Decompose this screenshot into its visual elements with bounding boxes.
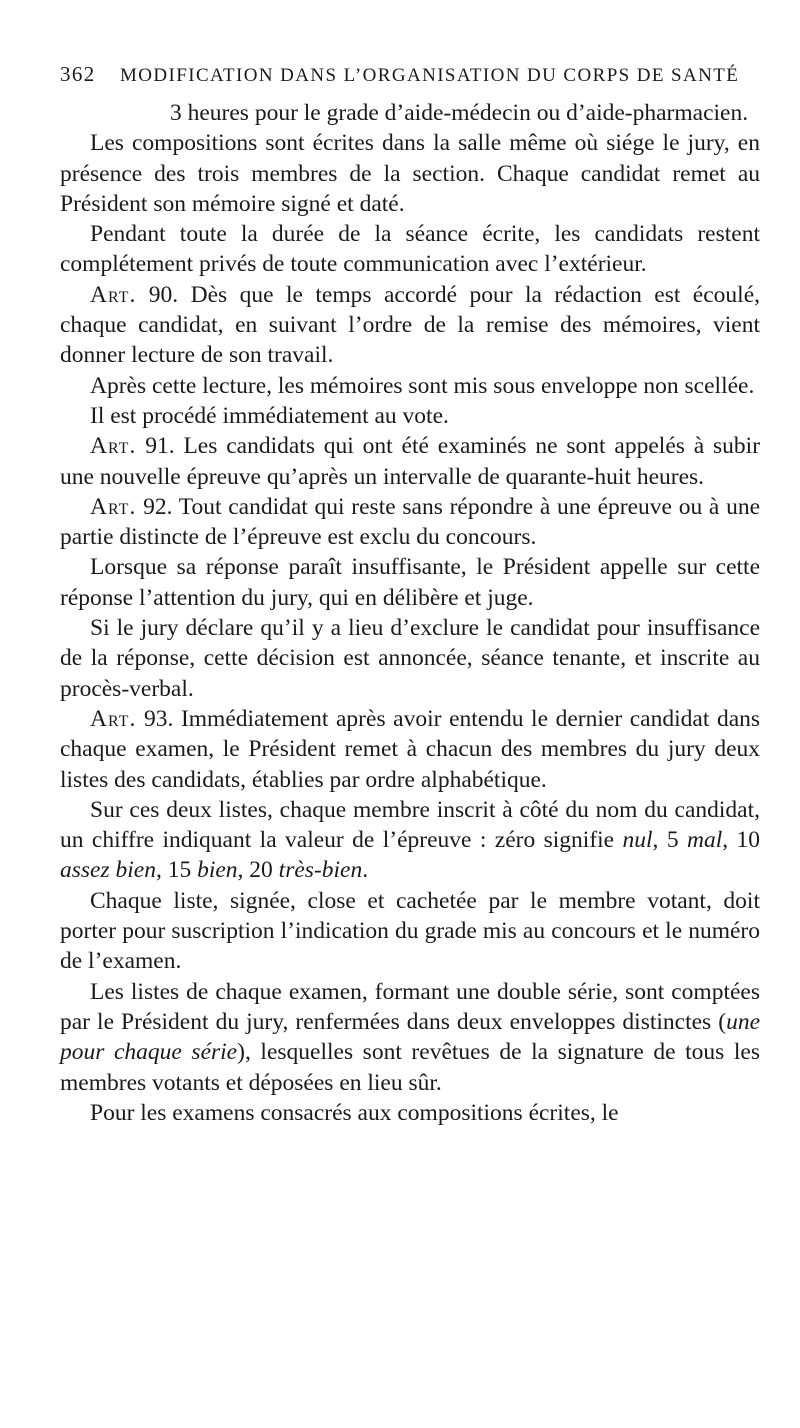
grade-bien: bien bbox=[197, 857, 238, 884]
italic-phrase: une pour chaque série bbox=[60, 1008, 760, 1066]
grade-tres-bien: très-bien bbox=[278, 857, 363, 884]
running-title: MODIFICATION DANS L’ORGANISATION DU CORPS DE SANTÉ bbox=[120, 65, 740, 86]
article-label: Art. bbox=[90, 281, 137, 308]
article-91: Art. 91. Les candidats qui ont été examinés ne sont appelés à subir une nouvelle épreuve qu’après un intervalle de quarante-huit heures. bbox=[60, 433, 761, 490]
article-label: Art. bbox=[90, 493, 137, 520]
article-90: Art. 90. Dès que le temps accordé pour la rédaction est écoulé, chaque candidat, en suivant l’ordre de la remise des mémoires, vient donner lecture de son travail. bbox=[60, 281, 761, 369]
paragraph: Il est procédé immédiatement au vote. bbox=[90, 402, 449, 429]
paragraph: Les listes de chaque examen, formant une double série, sont comptées par le Président du jury, renfermées dans deux enveloppes distinctes (une pour chaque série), lesquelles sont revêtues de la signature de tous les membres votants et déposées en lieu sûr. bbox=[60, 978, 761, 1096]
article-label: Art. bbox=[90, 705, 137, 732]
article-number: 90. bbox=[148, 281, 179, 308]
paragraph-grading-scale: Sur ces deux listes, chaque membre inscrit à côté du nom du candidat, un chiffre indiquant la valeur de l’épreuve : zéro signifie nul, 5 mal, 10 assez bien, 15 bien, 20 très-bien. bbox=[60, 796, 761, 884]
grade-assez-bien: assez bien bbox=[60, 857, 156, 884]
article-92: Art. 92. Tout candidat qui reste sans répondre à une épreuve ou à une partie distincte de l’épreuve est exclu du concours. bbox=[60, 493, 761, 551]
paragraph-truncated: Pour les examens consacrés aux compositions écrites, le bbox=[90, 1099, 619, 1126]
paragraph: Pendant toute la durée de la séance écrite, les candidats restent complétement privés de toute communication avec l’extérieur. bbox=[60, 221, 760, 278]
article-number: 93. bbox=[143, 705, 174, 732]
paragraph: Lorsque sa réponse paraît insuffisante, le Président appelle sur cette réponse l’attention du jury, qui en délibère et juge. bbox=[60, 554, 760, 611]
article-label: Art. bbox=[90, 433, 137, 460]
article-number: 91. bbox=[145, 433, 175, 460]
article-93: Art. 93. Immédiatement après avoir entendu le dernier candidat dans chaque examen, le Président remet à chacun des membres du jury deux listes des candidats, établies par ordre alphabétique. bbox=[60, 705, 761, 793]
grade-mal: mal bbox=[686, 827, 723, 854]
article-number: 92. bbox=[143, 493, 173, 520]
grade-nul: nul bbox=[622, 827, 653, 854]
paragraph: Chaque liste, signée, close et cachetée par le membre votant, doit porter pour suscription l’indication du grade mis au concours et le numéro de l’examen. bbox=[60, 887, 760, 975]
paragraph: Les compositions sont écrites dans la salle même où siége le jury, en présence des trois membres de la section. Chaque candidat remet au Président son mémoire signé et daté. bbox=[60, 130, 760, 217]
running-head bbox=[60, 62, 760, 88]
page-number: 362 bbox=[60, 62, 96, 86]
paragraph: Si le jury déclare qu’il y a lieu d’exclure le candidat pour insuffisance de la réponse, cette décision est annoncée, séance tenante, et inscrite au procès-verbal. bbox=[60, 615, 760, 702]
body-text bbox=[60, 98, 760, 1128]
paragraph: Après cette lecture, les mémoires sont mis sous enveloppe non scellée. bbox=[90, 372, 755, 399]
paragraph-continuation: 3 heures pour le grade d’aide-médecin ou d’aide-pharmacien. bbox=[170, 100, 749, 126]
